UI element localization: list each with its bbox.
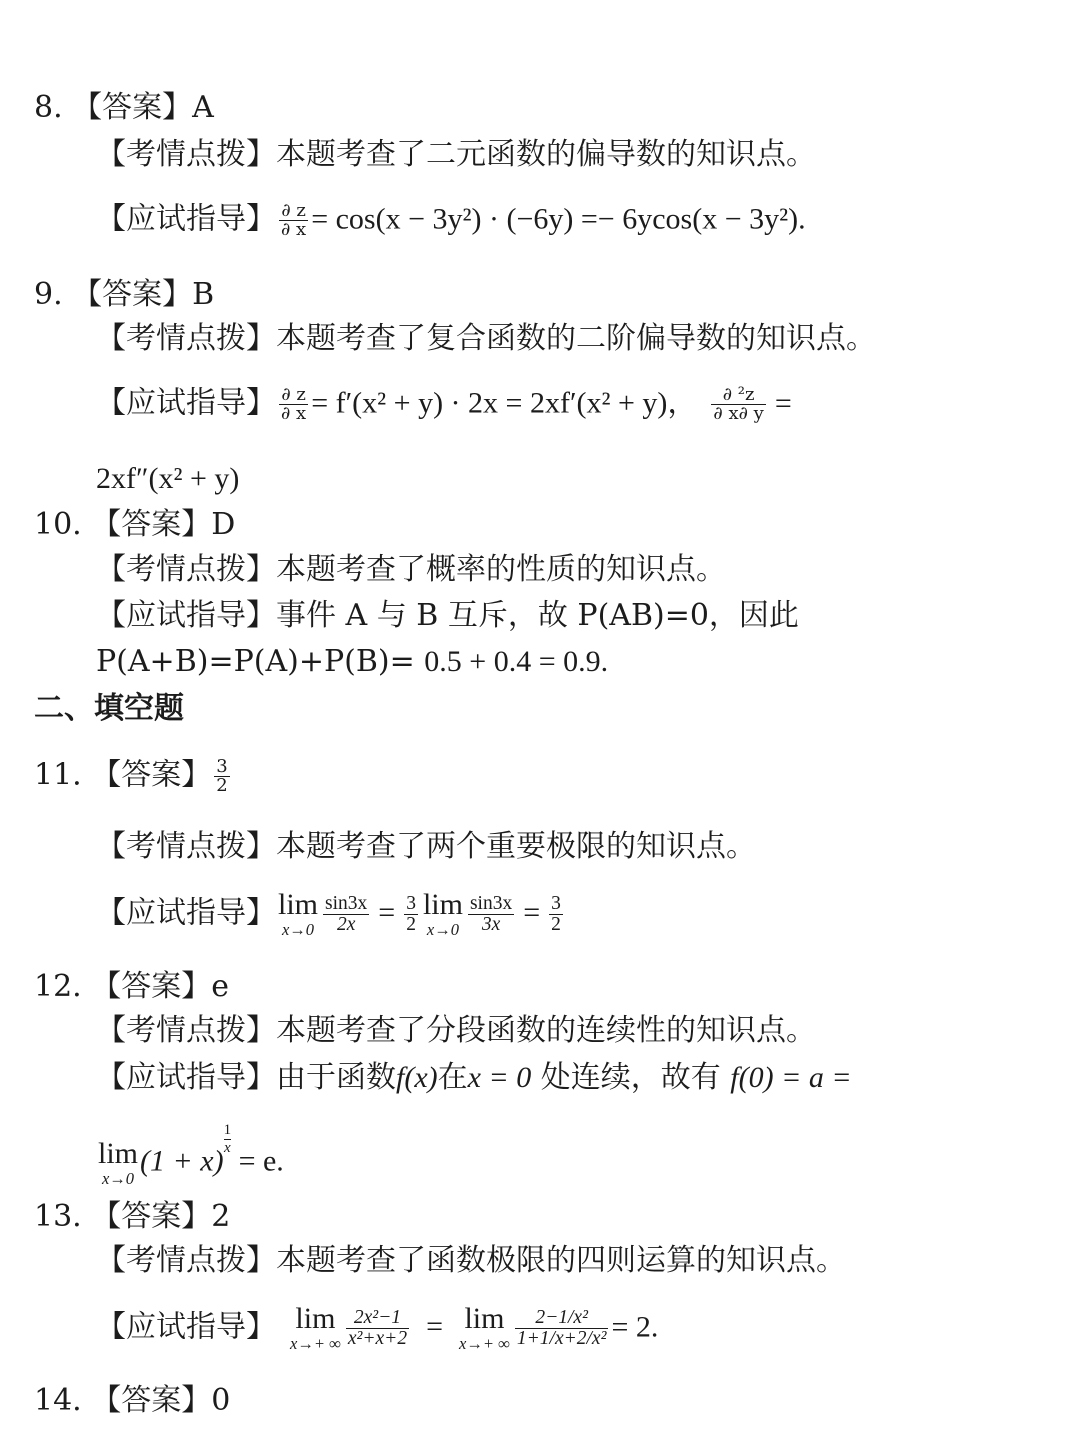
q9-first-derivative xyxy=(279,386,308,423)
q9-d1-den: ∂ x xyxy=(281,403,307,424)
q10-point-tag: 【考情点拨】 xyxy=(96,552,276,587)
q9-d2-den: ∂ x∂ y xyxy=(713,403,764,424)
q13-limit-2 xyxy=(459,1304,510,1353)
q10-answer-line xyxy=(34,507,236,542)
q12-guide-d: f(0) = a = xyxy=(730,1061,852,1094)
q14-answer: 0 xyxy=(211,1383,231,1418)
q12-guide-a: 由于函数 xyxy=(276,1060,396,1095)
q11-eq-2: = xyxy=(523,896,541,930)
q13-point-line xyxy=(96,1243,846,1278)
q11-fraction-1 xyxy=(323,894,369,934)
q9-point-tag: 【考情点拨】 xyxy=(96,321,276,356)
q13-result: = 2. xyxy=(611,1310,659,1344)
q8-answer-line xyxy=(34,90,214,125)
q12-point-line xyxy=(96,1013,816,1048)
section-title: 二、填空题 xyxy=(34,691,184,726)
q11-lim-sub-2: x→0 xyxy=(426,920,459,939)
q12-guide-tag: 【应试指导】 xyxy=(96,1060,276,1095)
q9-second-derivative xyxy=(711,386,765,423)
q11-eq-1: = xyxy=(378,896,396,930)
q12-number: 12. xyxy=(34,969,92,1004)
q9-eq2: = xyxy=(774,386,792,420)
q9-point-text: 本题考查了复合函数的二阶偏导数的知识点。 xyxy=(276,321,876,356)
q12-guide-fx: f(x) xyxy=(396,1061,438,1094)
q10-answer: D xyxy=(211,507,236,542)
q11-number: 11. xyxy=(34,757,92,793)
q12-limit xyxy=(98,1139,138,1188)
q11-lim-word-2: lim xyxy=(422,888,463,921)
q11-guide-tag: 【应试指导】 xyxy=(96,895,276,931)
q13-limit-1 xyxy=(290,1304,341,1353)
q9-number: 9. xyxy=(34,277,73,312)
q11-lim-sub-1: x→0 xyxy=(281,920,315,939)
q13-lim-word-2: lim xyxy=(464,1302,505,1335)
q11-point-line xyxy=(96,829,756,864)
q8-point-tag: 【考情点拨】 xyxy=(96,137,276,172)
q14-number: 14. xyxy=(34,1383,92,1418)
q14-answer-line xyxy=(34,1383,231,1418)
q12-point-tag: 【考情点拨】 xyxy=(96,1013,276,1048)
q11-r-den: 2 xyxy=(551,913,561,935)
q11-lim-word-1: lim xyxy=(278,888,319,921)
q11-result xyxy=(549,894,563,934)
q8-answer-tag: 【答案】 xyxy=(72,90,193,125)
q10-guide-line xyxy=(96,598,799,633)
q9-continuation: 2xf″(x² + y) xyxy=(96,462,240,495)
q11-limit-1 xyxy=(278,890,318,939)
q11-f1-den: 2x xyxy=(323,914,369,935)
q10-point-line xyxy=(96,552,726,587)
q11-f2-den: 3x xyxy=(468,914,514,935)
q11-answer-line xyxy=(34,758,233,795)
q12-base: (1 + x) xyxy=(140,1144,224,1178)
q13-guide-line xyxy=(96,1304,658,1353)
q9-guide-line xyxy=(96,386,792,423)
q12-exp-num: 1 xyxy=(223,1122,232,1138)
q8-guide-tag: 【应试指导】 xyxy=(96,201,276,237)
q8-partial-derivative xyxy=(279,202,308,239)
q10-guide-tag: 【应试指导】 xyxy=(96,598,276,633)
q13-lim-word-1: lim xyxy=(295,1302,336,1335)
q11-ans-den: 2 xyxy=(216,775,228,796)
q10-continuation xyxy=(96,644,609,679)
q13-fraction-1 xyxy=(346,1308,409,1348)
q13-f2-den: 1+1/x+2/x² xyxy=(516,1327,607,1349)
q12-answer: e xyxy=(211,969,230,1004)
q11-fraction-2 xyxy=(468,894,514,934)
q12-guide-x0: x = 0 xyxy=(467,1061,532,1094)
q12-lim-word: lim xyxy=(98,1137,139,1171)
q9-answer: B xyxy=(192,277,215,312)
q8-point-text: 本题考查了二元函数的偏导数的知识点。 xyxy=(276,137,816,172)
q10-cont-prob: P(A+B)=P(A)+P(B)= xyxy=(96,644,425,679)
q10-number: 10. xyxy=(34,507,92,542)
q9-guide-tag: 【应试指导】 xyxy=(96,385,276,421)
q10-answer-tag: 【答案】 xyxy=(91,507,212,542)
q9-eq1: = f′(x² + y) · 2x = 2xf′(x² + y)， xyxy=(311,386,698,420)
q12-answer-tag: 【答案】 xyxy=(91,969,212,1004)
q11-point-tag: 【考情点拨】 xyxy=(96,829,276,864)
q12-lim-sub: x→0 xyxy=(101,1169,135,1189)
q11-f2-num: sin3x xyxy=(469,893,513,915)
q11-answer-tag: 【答案】 xyxy=(91,757,212,793)
q13-answer: 2 xyxy=(211,1199,231,1234)
q13-point-tag: 【考情点拨】 xyxy=(96,1243,276,1278)
q13-number: 13. xyxy=(34,1199,92,1234)
q11-point-text: 本题考查了两个重要极限的知识点。 xyxy=(276,829,756,864)
q13-answer-tag: 【答案】 xyxy=(91,1199,212,1234)
q11-limit-2 xyxy=(423,890,463,939)
q14-answer-tag: 【答案】 xyxy=(91,1383,212,1418)
q13-guide-tag: 【应试指导】 xyxy=(96,1309,276,1345)
q12-continuation xyxy=(96,1122,284,1188)
q11-guide-line xyxy=(96,890,566,939)
q8-answer: A xyxy=(192,90,214,125)
q13-fraction-2 xyxy=(515,1308,609,1348)
q9-answer-line xyxy=(34,277,215,312)
q9-d2-num: ∂ ²z xyxy=(722,384,755,405)
q8-partial-num: ∂ z xyxy=(281,200,306,221)
q11-r-num: 3 xyxy=(551,893,561,915)
q13-point-text: 本题考查了函数极限的四则运算的知识点。 xyxy=(276,1243,846,1278)
q11-f1-num: sin3x xyxy=(325,893,368,915)
q9-d1-num: ∂ z xyxy=(281,384,306,405)
q10-guide-text: 事件 A 与 B 互斥，故 P(AB)=0，因此 xyxy=(276,598,799,633)
q13-eq: = xyxy=(426,1310,444,1344)
q12-guide-c: 处连续，故有 xyxy=(531,1060,731,1095)
q13-lim-sub-2: x→+ ∞ xyxy=(459,1334,510,1353)
q13-f2-num: 2−1/x² xyxy=(535,1307,588,1329)
q13-f1-num: 2x²−1 xyxy=(353,1307,402,1329)
q8-point-line xyxy=(96,137,816,172)
q12-guide-line xyxy=(96,1060,852,1095)
q8-number: 8. xyxy=(34,90,73,125)
q8-guide-formula: = cos(x − 3y²) · (−6y) =− 6ycos(x − 3y²). xyxy=(311,202,806,236)
q11-coefficient xyxy=(404,894,418,934)
q11-ans-num: 3 xyxy=(216,756,228,777)
q12-exp-den: x xyxy=(223,1140,231,1157)
q12-answer-line xyxy=(34,969,230,1004)
q11-c-num: 3 xyxy=(406,893,416,915)
q10-cont-result: 0.5 + 0.4 = 0.9. xyxy=(424,645,609,678)
q10-point-text: 本题考查了概率的性质的知识点。 xyxy=(276,552,726,587)
q12-cont-rest: = e. xyxy=(231,1144,284,1178)
q12-guide-b: 在 xyxy=(437,1060,468,1095)
q13-answer-line xyxy=(34,1199,231,1234)
q12-point-text: 本题考查了分段函数的连续性的知识点。 xyxy=(276,1013,816,1048)
q11-answer-fraction xyxy=(214,758,229,795)
q9-answer-tag: 【答案】 xyxy=(72,277,193,312)
q8-partial-den: ∂ x xyxy=(281,219,307,240)
q11-c-den: 2 xyxy=(406,913,416,935)
q12-exponent xyxy=(224,1122,232,1158)
q13-lim-sub-1: x→+ ∞ xyxy=(290,1334,341,1353)
q9-point-line xyxy=(96,321,876,356)
q13-f1-den: x²+x+2 xyxy=(347,1327,408,1349)
q8-guide-line xyxy=(96,202,806,239)
